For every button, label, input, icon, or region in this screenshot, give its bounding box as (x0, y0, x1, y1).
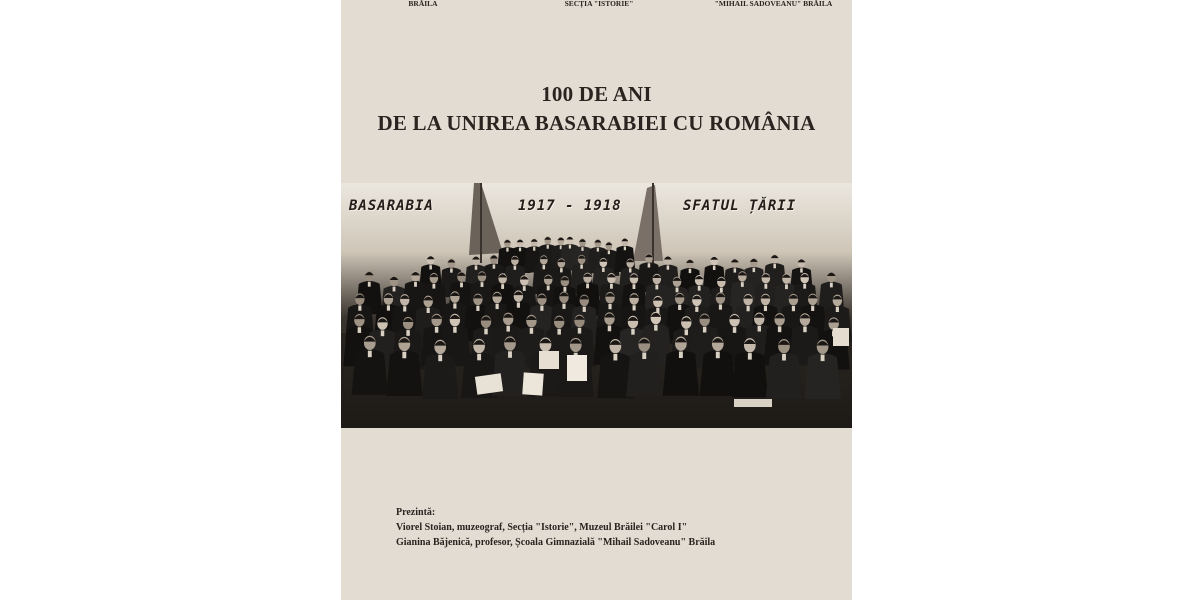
person-collar (530, 328, 533, 334)
person-hair (490, 256, 498, 259)
person-collar (481, 282, 484, 287)
flag-right (633, 185, 663, 261)
presenter-line-1: Viorel Stoian, muzeograf, Secția "Istorie", Muzeul Brăilei "Carol I" (396, 522, 688, 533)
person-collar (821, 355, 825, 362)
person-collar (514, 266, 517, 270)
person-collar (547, 286, 550, 291)
person-hair (517, 240, 524, 243)
person-collar (432, 284, 435, 289)
presenters-label: Prezintă: (396, 507, 436, 518)
person-hair (594, 240, 601, 243)
person-hair (798, 259, 806, 262)
person-collar (792, 306, 795, 311)
header-middle-institution (539, 0, 659, 8)
person-collar (460, 283, 463, 288)
person-hair (365, 272, 374, 275)
poster-title-line2: DE LA UNIREA BASARABIEI CU ROMÂNIA (377, 111, 816, 135)
person-hair (472, 257, 480, 260)
person-collar (678, 305, 681, 310)
presenters-block (396, 505, 715, 550)
person-collar (562, 304, 565, 309)
person-collar (629, 268, 632, 272)
person-collar (475, 266, 478, 270)
person-collar (583, 307, 586, 312)
header-middle-section: SECȚIA "ISTORIE" (564, 0, 634, 8)
person-collar (427, 308, 430, 313)
paper-5 (734, 399, 772, 407)
person-collar (438, 355, 442, 362)
person-collar (785, 284, 788, 289)
person-collar (695, 307, 698, 312)
person-collar (476, 306, 479, 311)
person-collar (602, 268, 605, 272)
person-collar (368, 351, 372, 358)
person-collar (667, 265, 670, 269)
person-collar (830, 283, 833, 288)
person-collar (758, 326, 761, 332)
header-right-school: "MIHAIL SADOVEANU" BRĂILA (714, 0, 833, 8)
person-collar (741, 282, 744, 287)
person-hair (447, 259, 455, 262)
person-collar (613, 354, 617, 361)
person-collar (733, 327, 736, 333)
person-hair (731, 259, 739, 262)
person-collar (748, 353, 752, 360)
person-hair (621, 239, 628, 242)
person-collar (496, 304, 499, 309)
person-collar (753, 268, 756, 272)
person-collar (533, 247, 535, 251)
person-hair (390, 277, 399, 280)
person-collar (560, 268, 563, 272)
person-hair (557, 238, 564, 241)
photo-banner-left: BASARABIA (349, 198, 434, 214)
paper-3 (539, 351, 559, 369)
person-collar (836, 307, 839, 312)
person-hair (504, 240, 511, 243)
person-collar (506, 248, 508, 252)
person-collar (429, 265, 432, 269)
person-collar (477, 354, 481, 361)
person-collar (358, 305, 361, 310)
header-right-institution (701, 0, 846, 8)
person-collar (778, 326, 781, 332)
person-collar (720, 288, 723, 293)
person-hair (531, 239, 538, 242)
person-collar (685, 329, 688, 335)
person-collar (406, 330, 409, 336)
person-collar (508, 351, 512, 358)
person-collar (381, 330, 384, 336)
presenter-line-2: Gianina Băjenică, profesor, Școala Gimnazială "Mihail Sadoveanu" Brăila (396, 537, 716, 548)
paper-2 (522, 372, 543, 395)
person-collar (631, 329, 634, 335)
person-collar (773, 264, 776, 268)
person-hair (427, 256, 435, 259)
person-collar (414, 282, 417, 287)
person-collar (402, 352, 406, 359)
person-collar (501, 284, 504, 289)
person-collar (358, 327, 361, 333)
person-hair (750, 259, 758, 262)
paper-4 (567, 355, 587, 381)
person-collar (453, 327, 456, 333)
header-left-city: BRĂILA (408, 0, 438, 8)
person-collar (403, 306, 406, 311)
person-hair (605, 243, 612, 246)
flag-left (469, 183, 503, 255)
poster-title-line1: 100 DE ANI (541, 82, 652, 106)
person-collar (493, 264, 496, 268)
person-collar (764, 284, 767, 289)
person-collar (543, 265, 546, 269)
person-collar (782, 354, 786, 361)
person-hair (579, 239, 586, 242)
person-collar (517, 302, 520, 307)
person-collar (450, 268, 453, 272)
person-hair (411, 272, 420, 275)
person-collar (540, 306, 543, 311)
person-collar (581, 247, 583, 251)
person-collar (734, 268, 737, 272)
person-collar (586, 284, 589, 289)
person-collar (654, 325, 657, 331)
person-hair (686, 260, 694, 263)
person-collar (800, 268, 803, 272)
person-collar (624, 246, 626, 250)
person-collar (435, 327, 438, 333)
photo-banner-right: SFATUL ȚĂRII (683, 198, 797, 214)
person-collar (557, 329, 560, 335)
person-collar (519, 248, 521, 252)
person-hair (566, 237, 573, 240)
person-collar (608, 304, 611, 309)
person-collar (608, 325, 611, 331)
person-collar (547, 245, 549, 249)
person-collar (368, 282, 371, 287)
person-collar (393, 287, 396, 292)
person-collar (569, 245, 571, 249)
person-collar (633, 305, 636, 310)
poster (341, 0, 852, 600)
person-hair (664, 257, 672, 260)
person-collar (764, 306, 767, 311)
person-collar (453, 303, 456, 308)
person-collar (703, 327, 706, 333)
person-collar (679, 352, 683, 359)
person-collar (803, 326, 806, 332)
person-collar (689, 269, 692, 273)
person-collar (713, 266, 716, 270)
crowd-illustration (341, 183, 852, 428)
person-collar (655, 285, 658, 290)
person-collar (610, 284, 613, 289)
person-collar (597, 248, 599, 252)
person-collar (676, 288, 679, 293)
paper-6 (833, 328, 849, 346)
person-collar (747, 306, 750, 311)
person-collar (484, 329, 487, 335)
person-collar (698, 286, 701, 291)
person-hair (544, 237, 551, 240)
person-collar (803, 284, 806, 289)
person-collar (719, 304, 722, 309)
person-collar (563, 287, 566, 292)
person-hair (827, 273, 836, 276)
historical-group-photo (341, 183, 852, 428)
photo-banner-middle: 1917 - 1918 (518, 198, 622, 214)
paper-1 (475, 373, 503, 394)
person-collar (642, 353, 646, 360)
person-collar (506, 326, 509, 332)
person-collar (580, 265, 583, 269)
header-left-institution (363, 0, 483, 8)
person-collar (578, 328, 581, 334)
person-collar (387, 305, 390, 310)
person-collar (811, 306, 814, 311)
person-collar (648, 263, 651, 267)
person-collar (716, 352, 720, 359)
person-hair (771, 255, 779, 258)
person-collar (608, 250, 610, 254)
person-hair (710, 257, 718, 260)
person-collar (523, 286, 526, 291)
person-collar (633, 284, 636, 289)
